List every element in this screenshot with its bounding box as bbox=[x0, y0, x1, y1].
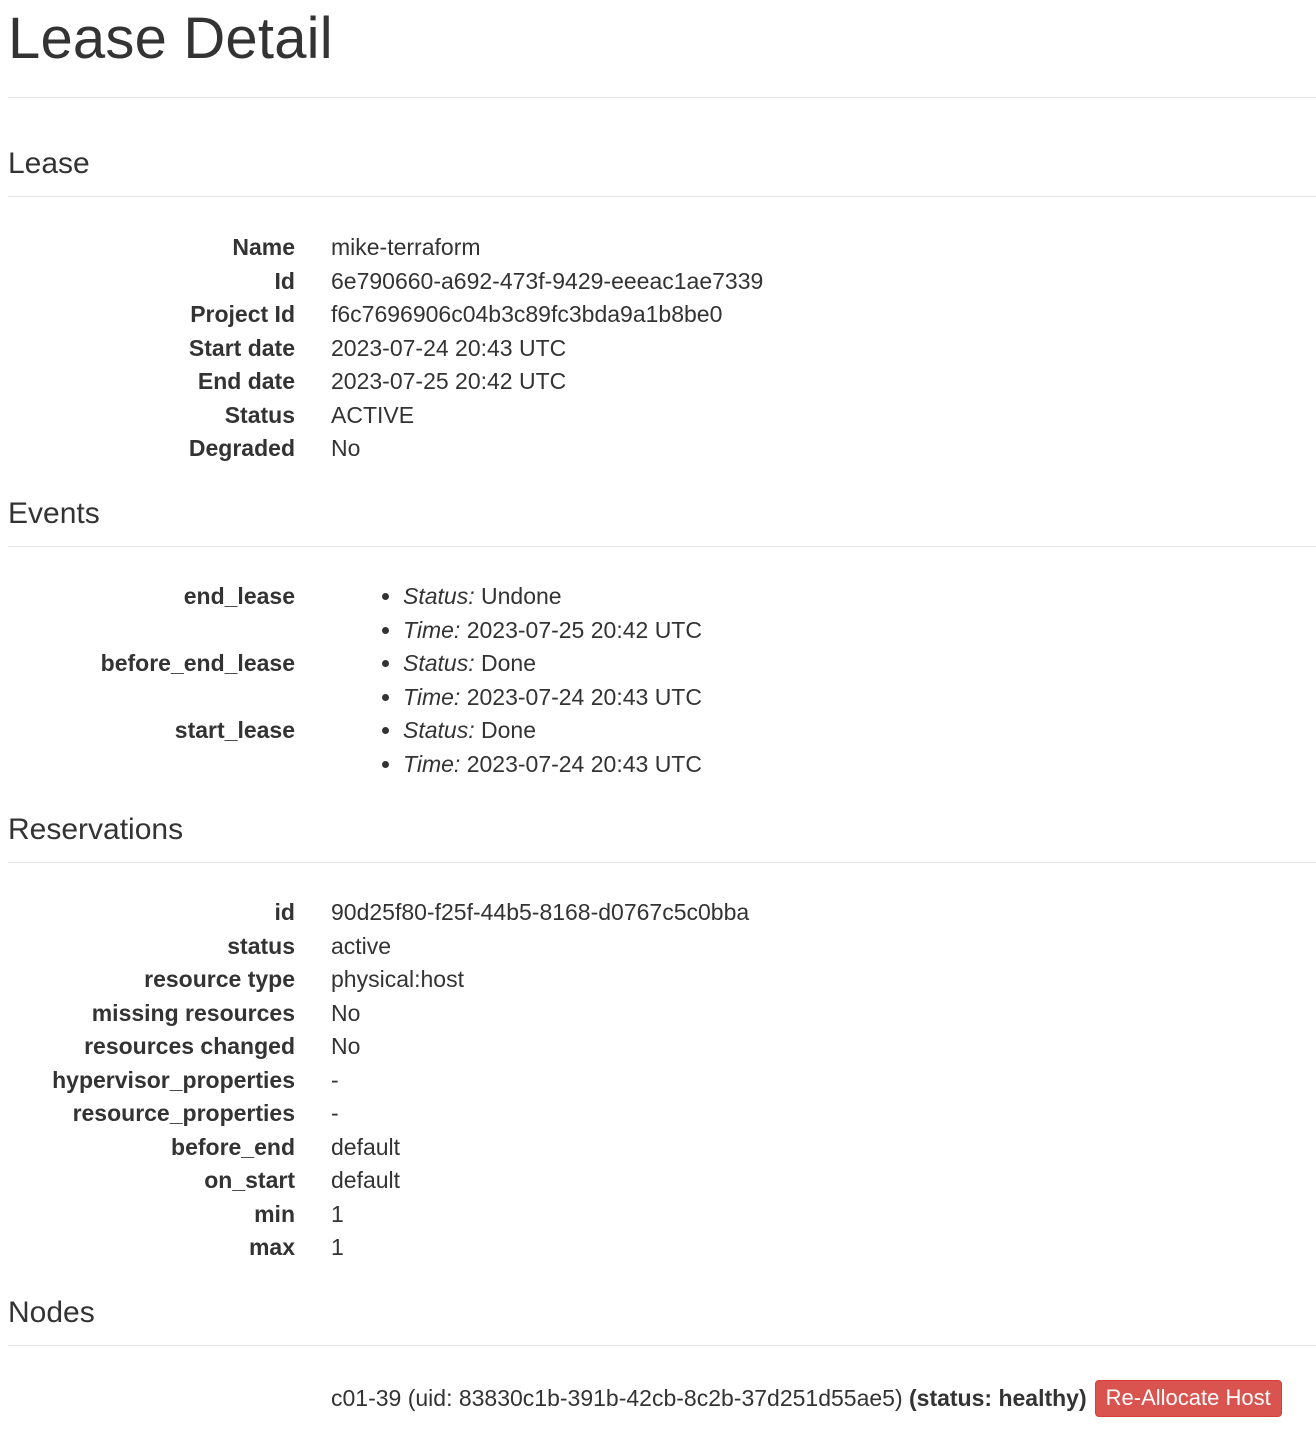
field-value: mike-terraform bbox=[331, 234, 481, 260]
reservation-field-resources-changed bbox=[8, 1030, 1308, 1064]
field-value: default bbox=[331, 1133, 401, 1160]
lease-field-id bbox=[8, 265, 1308, 299]
lease-field-status bbox=[8, 399, 1308, 433]
events-list bbox=[8, 580, 1308, 781]
field-label: Project Id bbox=[190, 301, 295, 327]
status-label: Status: bbox=[403, 650, 475, 676]
field-value: ACTIVE bbox=[331, 401, 415, 428]
reservations-section-divider bbox=[8, 862, 1316, 863]
field-value: active bbox=[331, 932, 392, 959]
node-item bbox=[331, 1378, 1282, 1418]
reservation-field-hypervisor-properties bbox=[8, 1064, 1308, 1098]
reservation-field-on-start bbox=[8, 1164, 1308, 1198]
nodes-section-heading: Nodes bbox=[8, 1296, 95, 1329]
field-value: - bbox=[331, 1100, 339, 1126]
event-status-value: Done bbox=[481, 650, 536, 676]
field-label: resource type bbox=[144, 966, 295, 992]
status-label: Status: bbox=[403, 717, 475, 743]
event-before-end-lease bbox=[8, 647, 1308, 714]
lease-section-heading: Lease bbox=[8, 147, 90, 180]
event-end-lease bbox=[8, 580, 1308, 647]
event-details bbox=[331, 647, 702, 714]
field-label: id bbox=[274, 899, 295, 925]
reservation-field-id bbox=[8, 896, 1308, 930]
event-name: start_lease bbox=[174, 717, 295, 743]
field-label: before_end bbox=[171, 1133, 295, 1160]
event-status-item bbox=[403, 647, 702, 681]
event-time-value: 2023-07-24 20:43 UTC bbox=[466, 683, 702, 710]
field-value: No bbox=[331, 1033, 361, 1059]
event-time-value: 2023-07-25 20:42 UTC bbox=[466, 616, 702, 643]
field-value: 90d25f80-f25f-44b5-8168-d0767c5c0bba bbox=[331, 899, 750, 925]
field-label: resource_properties bbox=[72, 1100, 295, 1126]
event-name: end_lease bbox=[183, 583, 295, 609]
field-value: f6c7696906c04b3c89fc3bda9a1b8be0 bbox=[331, 301, 723, 327]
field-label: on_start bbox=[204, 1167, 295, 1193]
reservation-field-missing-resources bbox=[8, 997, 1308, 1031]
lease-field-project-id bbox=[8, 298, 1308, 332]
lease-field-degraded bbox=[8, 432, 1308, 466]
event-start-lease bbox=[8, 714, 1308, 781]
event-status-value: Done bbox=[481, 717, 536, 743]
field-label: Start date bbox=[188, 334, 295, 361]
field-label: Id bbox=[274, 267, 295, 294]
reservation-field-before-end bbox=[8, 1131, 1308, 1165]
field-label: Status bbox=[224, 401, 295, 428]
lease-section-divider bbox=[8, 196, 1316, 197]
reservation-field-resource-type bbox=[8, 963, 1308, 997]
re-allocate-host-button[interactable]: Re-Allocate Host bbox=[1095, 1380, 1282, 1417]
lease-field-name bbox=[8, 231, 1308, 265]
reservations-section-heading: Reservations bbox=[8, 813, 184, 846]
node-description: c01-39 (uid: 83830c1b-391b-42cb-8c2b-37d251d55ae5) bbox=[331, 1385, 903, 1411]
field-value: - bbox=[331, 1066, 339, 1093]
field-value: 2023-07-25 20:42 UTC bbox=[331, 368, 567, 394]
nodes-section-divider bbox=[8, 1345, 1316, 1346]
field-value: physical:host bbox=[331, 966, 464, 992]
event-details bbox=[331, 714, 702, 781]
event-details bbox=[331, 580, 702, 647]
page-title: Lease Detail bbox=[8, 6, 333, 71]
field-label: resources changed bbox=[84, 1033, 295, 1059]
event-time-item bbox=[403, 681, 702, 715]
field-value: 1 bbox=[331, 1200, 344, 1227]
field-label: missing resources bbox=[91, 999, 295, 1026]
event-time-item bbox=[403, 614, 702, 648]
reservation-field-resource-properties bbox=[8, 1097, 1308, 1131]
field-value: No bbox=[331, 435, 361, 461]
event-name: before_end_lease bbox=[100, 650, 295, 676]
title-divider bbox=[8, 97, 1316, 98]
reservation-field-status bbox=[8, 930, 1308, 964]
time-label: Time: bbox=[403, 750, 461, 777]
events-section-heading: Events bbox=[8, 497, 100, 530]
lease-field-end-date bbox=[8, 365, 1308, 399]
field-label: Degraded bbox=[188, 435, 295, 461]
field-label: End date bbox=[197, 368, 295, 394]
event-time-item bbox=[403, 748, 702, 782]
events-section-divider bbox=[8, 546, 1316, 547]
field-label: min bbox=[254, 1200, 295, 1227]
field-label: max bbox=[248, 1234, 295, 1260]
event-status-item bbox=[403, 580, 702, 614]
time-label: Time: bbox=[403, 616, 461, 643]
lease-field-start-date bbox=[8, 332, 1308, 366]
field-value: 6e790660-a692-473f-9429-eeeac1ae7339 bbox=[331, 267, 764, 294]
field-value: 1 bbox=[331, 1234, 344, 1260]
field-value: 2023-07-24 20:43 UTC bbox=[331, 334, 567, 361]
reservation-field-max bbox=[8, 1231, 1308, 1265]
field-label: Name bbox=[232, 234, 295, 260]
status-label: Status: bbox=[403, 583, 475, 609]
event-time-value: 2023-07-24 20:43 UTC bbox=[466, 750, 702, 777]
time-label: Time: bbox=[403, 683, 461, 710]
event-status-item bbox=[403, 714, 702, 748]
field-value: default bbox=[331, 1167, 401, 1193]
reservation-field-min bbox=[8, 1198, 1308, 1232]
lease-details-list bbox=[8, 231, 1308, 466]
node-status: (status: healthy) bbox=[909, 1385, 1087, 1411]
field-label: hypervisor_properties bbox=[52, 1066, 295, 1093]
event-status-value: Undone bbox=[481, 583, 562, 609]
reservation-details-list bbox=[8, 896, 1308, 1265]
field-label: status bbox=[227, 932, 295, 959]
field-value: No bbox=[331, 999, 361, 1026]
